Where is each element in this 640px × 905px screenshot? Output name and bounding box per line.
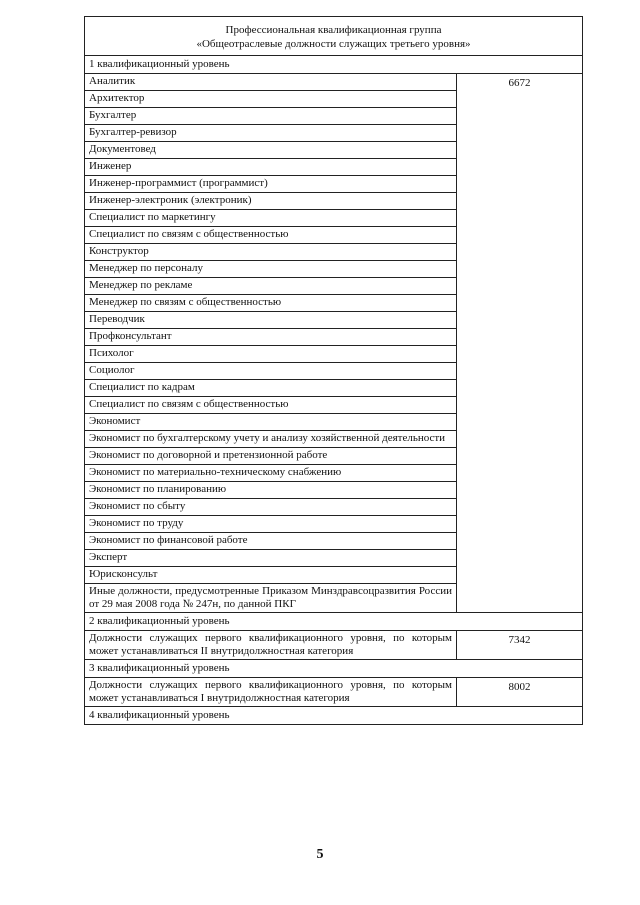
level-label: 1 квалификационный уровень [85,56,583,74]
position-name: Бухгалтер [85,108,457,125]
position-row [85,74,583,91]
position-name: Специалист по кадрам [85,380,457,397]
group-title-row [85,17,583,56]
position-name: Экономист по договорной и претензионной работе [85,448,457,465]
position-name: Юрисконсульт [85,567,457,584]
position-name: Бухгалтер-ревизор [85,125,457,142]
page-number: 5 [316,847,324,862]
position-name: Аналитик [85,74,457,91]
position-name: Инженер-электроник (электроник) [85,193,457,210]
position-name: Должности служащих первого квалификационного уровня, по которым может устанавливаться I внутридолжностная категория [85,678,457,707]
level-label: 4 квалификационный уровень [85,707,583,725]
group-title-line-2: «Общеотраслевые должности служащих третьего уровня» [196,38,471,50]
position-name: Экономист по бухгалтерскому учету и анализу хозяйственной деятельности [85,431,457,448]
position-name: Экономист по финансовой работе [85,533,457,550]
position-name: Специалист по связям с общественностью [85,227,457,244]
position-name: Экономист по планированию [85,482,457,499]
position-name: Эксперт [85,550,457,567]
position-name: Профконсультант [85,329,457,346]
level-header-row [85,56,583,74]
position-name: Иные должности, предусмотренные Приказом Минздравсоцразвития России от 29 мая 2008 года № 247н, по данной ПКГ [85,584,457,613]
salary-value: 6672 [457,74,583,613]
table-body [85,17,583,725]
level-header-row [85,660,583,678]
salary-value: 8002 [457,678,583,707]
position-name: Должности служащих первого квалификационного уровня, по которым может устанавливаться II внутридолжностная категория [85,631,457,660]
position-row [85,678,583,707]
position-name: Экономист по сбыту [85,499,457,516]
position-name: Специалист по маркетингу [85,210,457,227]
position-name: Менеджер по связям с общественностью [85,295,457,312]
position-name: Экономист [85,414,457,431]
position-name: Менеджер по рекламе [85,278,457,295]
level-label: 3 квалификационный уровень [85,660,583,678]
position-name: Документовед [85,142,457,159]
position-name: Инженер [85,159,457,176]
position-name: Конструктор [85,244,457,261]
level-header-row [85,613,583,631]
position-name: Социолог [85,363,457,380]
position-name: Психолог [85,346,457,363]
group-title-line-1: Профессиональная квалификационная группа [225,24,442,36]
salary-value: 7342 [457,631,583,660]
position-name: Инженер-программист (программист) [85,176,457,193]
position-name: Экономист по труду [85,516,457,533]
qualification-table [84,16,583,725]
position-name: Менеджер по персоналу [85,261,457,278]
position-name: Экономист по материально-техническому снабжению [85,465,457,482]
level-header-row [85,707,583,725]
group-title-cell [85,17,583,56]
level-label: 2 квалификационный уровень [85,613,583,631]
position-name: Архитектор [85,91,457,108]
position-row [85,631,583,660]
position-name: Переводчик [85,312,457,329]
position-name: Специалист по связям с общественностью [85,397,457,414]
